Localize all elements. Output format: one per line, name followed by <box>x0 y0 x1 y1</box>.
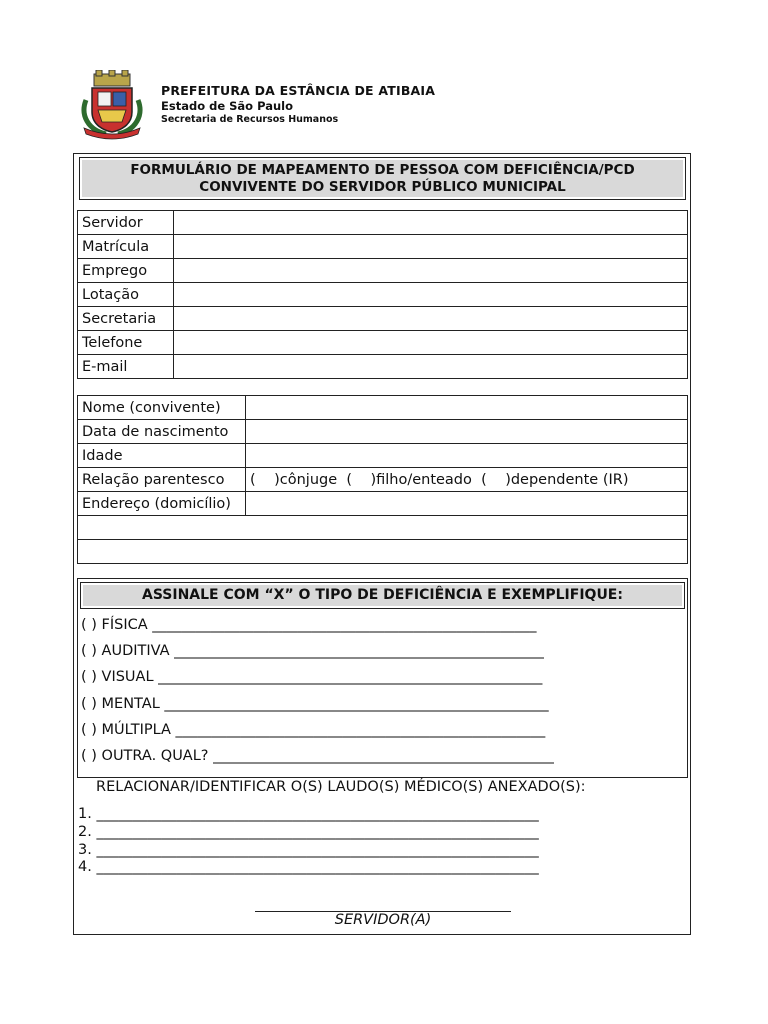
reports-heading: RELACIONAR/IDENTIFICAR O(S) LAUDO(S) MÉDICO(S) ANEXADO(S): <box>96 779 586 795</box>
option-multipla[interactable]: ( ) MÚLTIPLA ___________________________________________________ <box>81 722 546 738</box>
field-label: Idade <box>78 444 246 468</box>
endereco-continuation-field[interactable] <box>78 516 688 540</box>
table-row <box>78 540 688 564</box>
table-row <box>78 259 688 283</box>
table-row <box>78 283 688 307</box>
field-label: Lotação <box>78 283 174 307</box>
table-row <box>78 492 688 516</box>
report-line-2[interactable]: 2. _____________________________________________________________ <box>78 824 539 840</box>
table-row <box>78 307 688 331</box>
data-nascimento-field[interactable] <box>246 420 688 444</box>
idade-field[interactable] <box>246 444 688 468</box>
endereco-field[interactable] <box>246 492 688 516</box>
secretaria-field[interactable] <box>174 307 688 331</box>
report-line-3[interactable]: 3. _____________________________________________________________ <box>78 842 539 858</box>
cohabitant-info-table <box>77 395 688 564</box>
field-label: Telefone <box>78 331 174 355</box>
table-row <box>78 516 688 540</box>
organization-name: PREFEITURA DA ESTÂNCIA DE ATIBAIA <box>161 83 436 98</box>
organization-state: Estado de São Paulo <box>161 99 293 114</box>
option-auditiva[interactable]: ( ) AUDITIVA ___________________________________________________ <box>81 643 544 659</box>
form-title <box>82 160 683 197</box>
field-label: Servidor <box>78 211 174 235</box>
table-row <box>78 331 688 355</box>
deficiency-heading-box <box>80 582 685 609</box>
table-row <box>78 235 688 259</box>
deficiency-heading: ASSINALE COM “X” O TIPO DE DEFICIÊNCIA E EXEMPLIFIQUE: <box>83 585 682 606</box>
table-row <box>78 420 688 444</box>
telefone-field[interactable] <box>174 331 688 355</box>
field-label: Nome (convivente) <box>78 396 246 420</box>
report-line-1[interactable]: 1. _____________________________________________________________ <box>78 806 539 822</box>
servidor-field[interactable] <box>174 211 688 235</box>
option-mental[interactable]: ( ) MENTAL _____________________________________________________ <box>81 696 549 712</box>
municipal-crest-icon <box>76 70 148 140</box>
form-title-line-2: CONVIVENTE DO SERVIDOR PÚBLICO MUNICIPAL <box>199 179 566 195</box>
nome-convivente-field[interactable] <box>246 396 688 420</box>
organization-block <box>161 84 435 125</box>
form-title-box <box>79 157 686 200</box>
table-row <box>78 396 688 420</box>
endereco-continuation-field[interactable] <box>78 540 688 564</box>
option-visual[interactable]: ( ) VISUAL _____________________________________________________ <box>81 669 543 685</box>
organization-department: Secretaria de Recursos Humanos <box>161 114 339 126</box>
email-field[interactable] <box>174 355 688 379</box>
field-label: Relação parentesco <box>78 468 246 492</box>
field-label: Matrícula <box>78 235 174 259</box>
form-title-line-1: FORMULÁRIO DE MAPEAMENTO DE PESSOA COM DEFICIÊNCIA/PCD <box>130 162 635 178</box>
matricula-field[interactable] <box>174 235 688 259</box>
relacao-parentesco-options[interactable]: ( )cônjuge ( )filho/enteado ( )dependente (IR) <box>246 468 688 492</box>
table-row <box>78 211 688 235</box>
table-row <box>78 355 688 379</box>
table-row <box>78 468 688 492</box>
document-header <box>76 70 496 140</box>
signature-block <box>255 911 511 928</box>
table-row <box>78 444 688 468</box>
signature-label: SERVIDOR(A) <box>334 912 432 928</box>
field-label: Secretaria <box>78 307 174 331</box>
field-label: E-mail <box>78 355 174 379</box>
field-label: Emprego <box>78 259 174 283</box>
option-fisica[interactable]: ( ) FÍSICA _____________________________________________________ <box>81 617 537 633</box>
option-outra[interactable]: ( ) OUTRA. QUAL? _______________________________________________ <box>81 748 554 764</box>
emprego-field[interactable] <box>174 259 688 283</box>
employee-info-table <box>77 210 688 379</box>
report-line-4[interactable]: 4. _____________________________________________________________ <box>78 859 539 875</box>
field-label: Data de nascimento <box>78 420 246 444</box>
lotacao-field[interactable] <box>174 283 688 307</box>
field-label: Endereço (domicílio) <box>78 492 246 516</box>
